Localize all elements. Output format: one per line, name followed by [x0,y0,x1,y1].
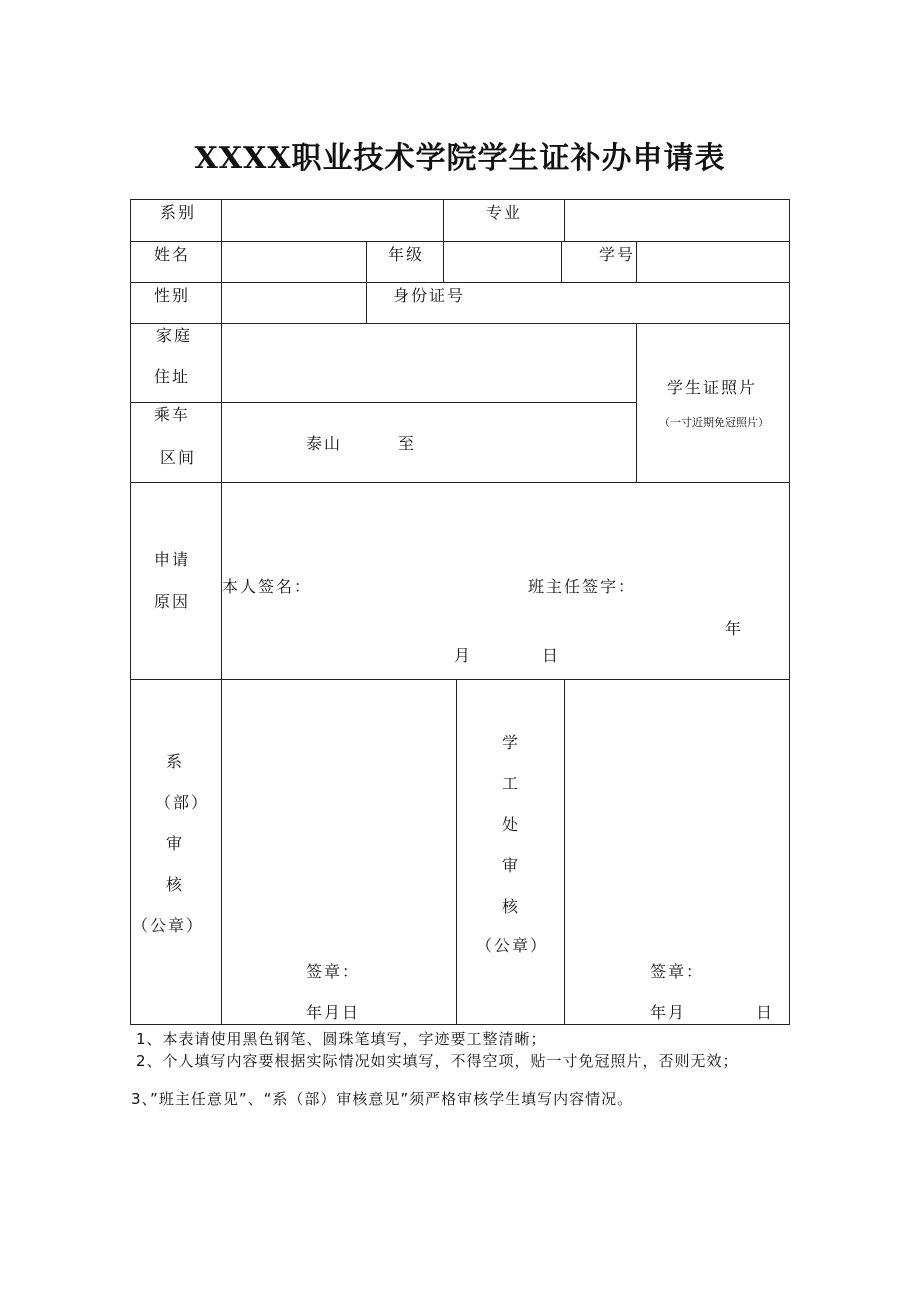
col-line [366,241,367,323]
dept-review-char: （公章） [132,916,205,935]
office-stamp-label: 签章： [650,962,705,981]
interval-label: 区间 [160,448,197,467]
col-line [636,241,637,282]
office-day-label: 日 [756,1003,775,1022]
label-column-line [221,199,222,1025]
col-line [564,199,565,241]
row-line [130,679,790,680]
photo-column-line [636,323,637,482]
cause-label: 原因 [154,592,191,611]
dept-review-char: 系 [166,752,185,771]
dept-review-char: （部） [155,793,210,812]
col-line [561,241,562,282]
office-review-char: 工 [502,774,521,793]
office-year-month-label: 年月 [650,1003,687,1022]
dept-stamp-label: 签章： [306,962,361,981]
office-review-char: 审 [502,856,521,875]
page-title: XXXX职业技术学院学生证补办申请表 [194,141,726,176]
table-border-left [130,199,131,1025]
office-review-char: （公章） [476,936,549,955]
major-label: 专业 [486,203,523,222]
teacher-signature-label: 班主任签字： [528,577,637,596]
row-line [130,282,790,283]
self-signature-label: 本人签名： [222,577,313,596]
application-form [130,199,790,1025]
day-label: 日 [542,646,561,665]
dept-review-char: 审 [166,834,185,853]
grade-label: 年级 [388,245,425,264]
col-line [564,679,565,1024]
col-line [443,241,444,282]
ride-to: 至 [398,434,417,453]
student-id-label: 学号 [599,245,636,264]
office-review-char: 核 [502,897,521,916]
year-label: 年 [725,619,744,638]
row-line [130,323,790,324]
table-border-right [789,199,790,1025]
department-label: 系别 [160,203,197,222]
note-2: 2、个人填写内容要根据实际情况如实填写，不得空项，贴一寸免冠照片，否则无效； [136,1052,739,1070]
name-label: 姓名 [154,245,191,264]
office-review-char: 处 [502,815,521,834]
dept-date-label: 年月日 [306,1003,361,1022]
col-line [443,199,444,241]
ride-from: 泰山 [306,434,343,453]
dept-review-char: 核 [166,875,185,894]
row-line [130,241,790,242]
col-line [456,679,457,1024]
photo-hint: （一寸近期免冠照片） [659,416,769,429]
row-line [130,402,636,403]
table-border-top [130,199,790,200]
ride-label: 乘车 [154,405,191,424]
note-1: 1、本表请使用黑色钢笔、圆珠笔填写，字迹要工整清晰； [136,1030,547,1048]
reason-label: 申请 [154,550,191,569]
office-review-char: 学 [502,733,521,752]
id-card-label: 身份证号 [393,286,466,305]
row-line [130,482,790,483]
table-border-bottom [130,1024,790,1025]
month-label: 月 [454,646,473,665]
address-label: 住址 [154,367,191,386]
home-label: 家庭 [156,326,193,345]
photo-label: 学生证照片 [667,378,758,397]
gender-label: 性别 [154,286,191,305]
note-3: 3、”班主任意见”、“系（部）审核意见”须严格审核学生填写内容情况。 [131,1090,634,1108]
